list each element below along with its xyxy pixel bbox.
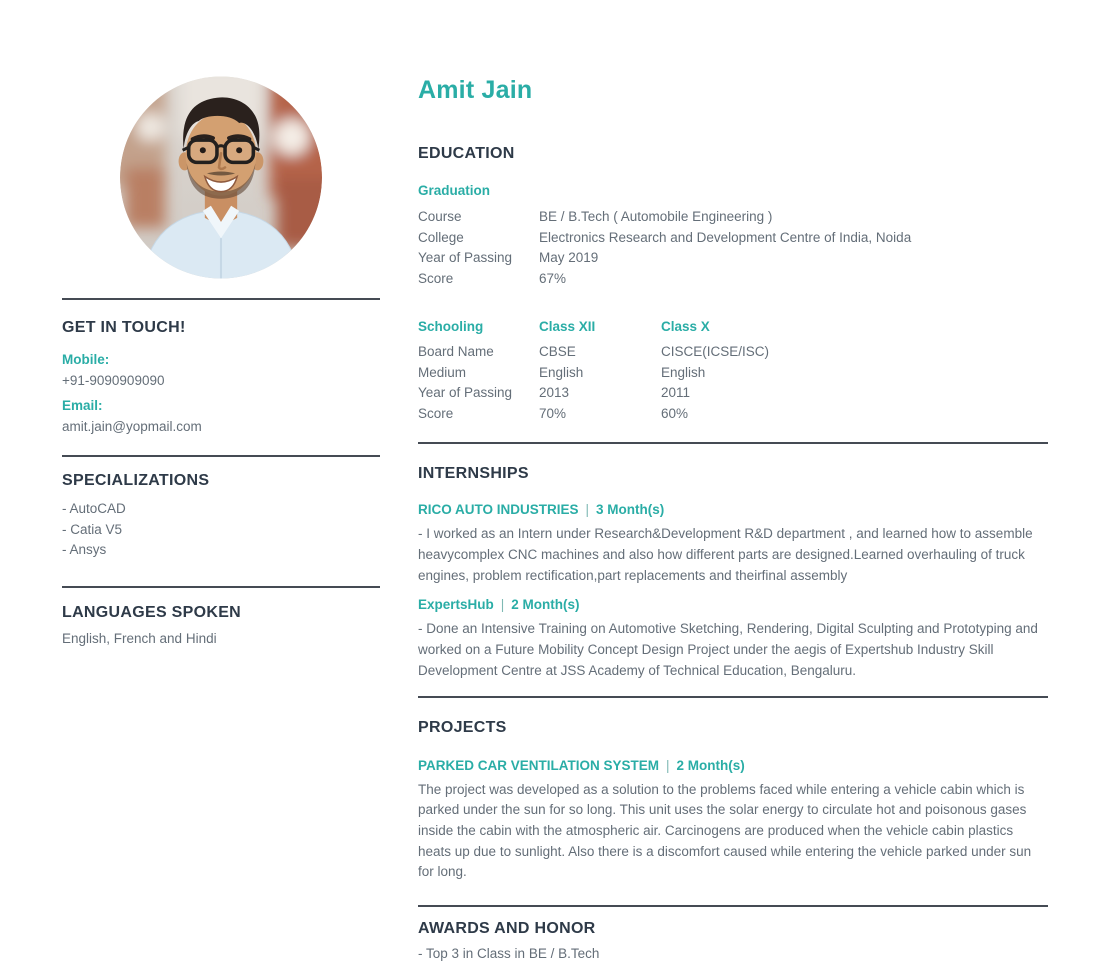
table-row [418,363,1048,384]
row-label: Score [418,405,454,421]
row-label: Score [418,270,454,286]
internship-title [418,501,1048,518]
company-name: RICO AUTO INDUSTRIES [418,502,579,518]
table-row [418,228,1048,249]
table-row [418,207,1048,228]
graduation-subheading: Graduation [418,183,491,198]
contact-heading: GET IN TOUCH! [62,319,186,336]
table-row [418,248,1048,269]
row-value: Electronics Research and Development Centre of India, Noida [539,229,912,245]
internship-description: - Done an Intensive Training on Automotive Sketching, Rendering, Digital Sculpting and Prototyping and worked on a Future Mobility Concept Design Project under the aegis of Expertshub Industry Skill Development Centre at JSS Academy of Technical Education, Bengaluru. [418,621,1038,678]
duration: 2 Month(s) [511,597,580,613]
graduation-table [418,207,1048,289]
row-label: Year of Passing [418,250,513,266]
sidebar-divider [62,298,380,300]
projects-heading: PROJECTS [418,718,507,736]
email-value: amit.jain@yopmail.com [62,419,202,434]
class-x-value: 60% [661,405,689,421]
internship-description: - I worked as an Intern under Research&Development R&D department , and learned how to assemble heavycomplex CNC machines and also how different parts are designed.Learned overhauling of truck engines, problem rectification,part replacements and theirfinal assembly [418,526,1033,583]
list-item: - AutoCAD [62,499,380,520]
class-x-value: English [661,364,706,380]
section-divider [418,442,1048,444]
project-description: The project was developed as a solution to the problems faced while entering a vehicle cabin which is parked under the sun for so long. This unit uses the solar energy to circulate hot and poisonous gases inside the cabin with the atmospheric air. Carcinogens are produced when the vehicle cabin plastics heats up due to sunlight. Also there is a discomfort caused while entering the vehicle parked under sun for long. [418,781,1032,880]
candidate-name: Amit Jain [418,76,533,104]
row-label: Year of Passing [418,385,513,401]
class-xii-value: English [539,364,584,380]
awards-heading: AWARDS AND HONOR [418,920,596,938]
specializations-list [62,499,380,561]
duration: 3 Month(s) [596,502,665,518]
languages-value: English, French and Hindi [62,631,217,647]
profile-photo-illustration [120,75,322,280]
company-name: ExpertsHub [418,597,494,613]
specializations-heading: SPECIALIZATIONS [62,472,210,489]
section-divider [418,696,1048,698]
internship-title [418,596,1048,613]
profile-photo [120,75,322,280]
mobile-value: +91-9090909090 [62,373,165,388]
class-xii-value: 2013 [539,385,570,401]
row-value: BE / B.Tech ( Automobile Engineering ) [539,209,773,224]
section-divider [418,905,1048,907]
class-x-value: CISCE(ICSE/ISC) [661,343,770,359]
project-title [418,757,1048,774]
separator: | [585,502,590,518]
row-value: 67% [539,270,567,286]
row-label: College [418,229,464,245]
class-xii-column-header: Class XII [539,319,596,335]
separator: | [500,597,505,613]
table-row [418,342,1048,363]
internships-heading: INTERNSHIPS [418,465,529,483]
project-name: PARKED CAR VENTILATION SYSTEM [418,757,660,773]
mobile-label: Mobile: [62,352,110,367]
list-item: - Catia V5 [62,520,380,541]
table-row [418,404,1048,425]
schooling-table [418,342,1048,424]
languages-heading: LANGUAGES SPOKEN [62,604,242,622]
row-label: Course [418,209,462,224]
table-row [418,269,1048,290]
class-x-value: 2011 [661,385,691,401]
row-value: May 2019 [539,250,599,266]
sidebar [62,0,380,647]
schooling-subheading: Schooling [418,319,484,335]
duration: 2 Month(s) [676,757,745,773]
main-content [418,0,1048,975]
row-label: Medium [418,364,467,380]
row-label: Board Name [418,343,494,359]
class-xii-value: 70% [539,405,567,421]
sidebar-divider [62,586,380,588]
email-label: Email: [62,398,103,413]
sidebar-divider [62,455,380,457]
table-row [418,383,1048,404]
class-x-column-header: Class X [661,319,710,335]
separator: | [666,757,670,773]
schooling-header-row [418,317,1048,338]
award-item: - Top 3 in Class in BE / B.Tech [418,945,1048,963]
class-xii-value: CBSE [539,343,576,359]
list-item: - Ansys [62,540,380,561]
education-heading: EDUCATION [418,145,515,162]
